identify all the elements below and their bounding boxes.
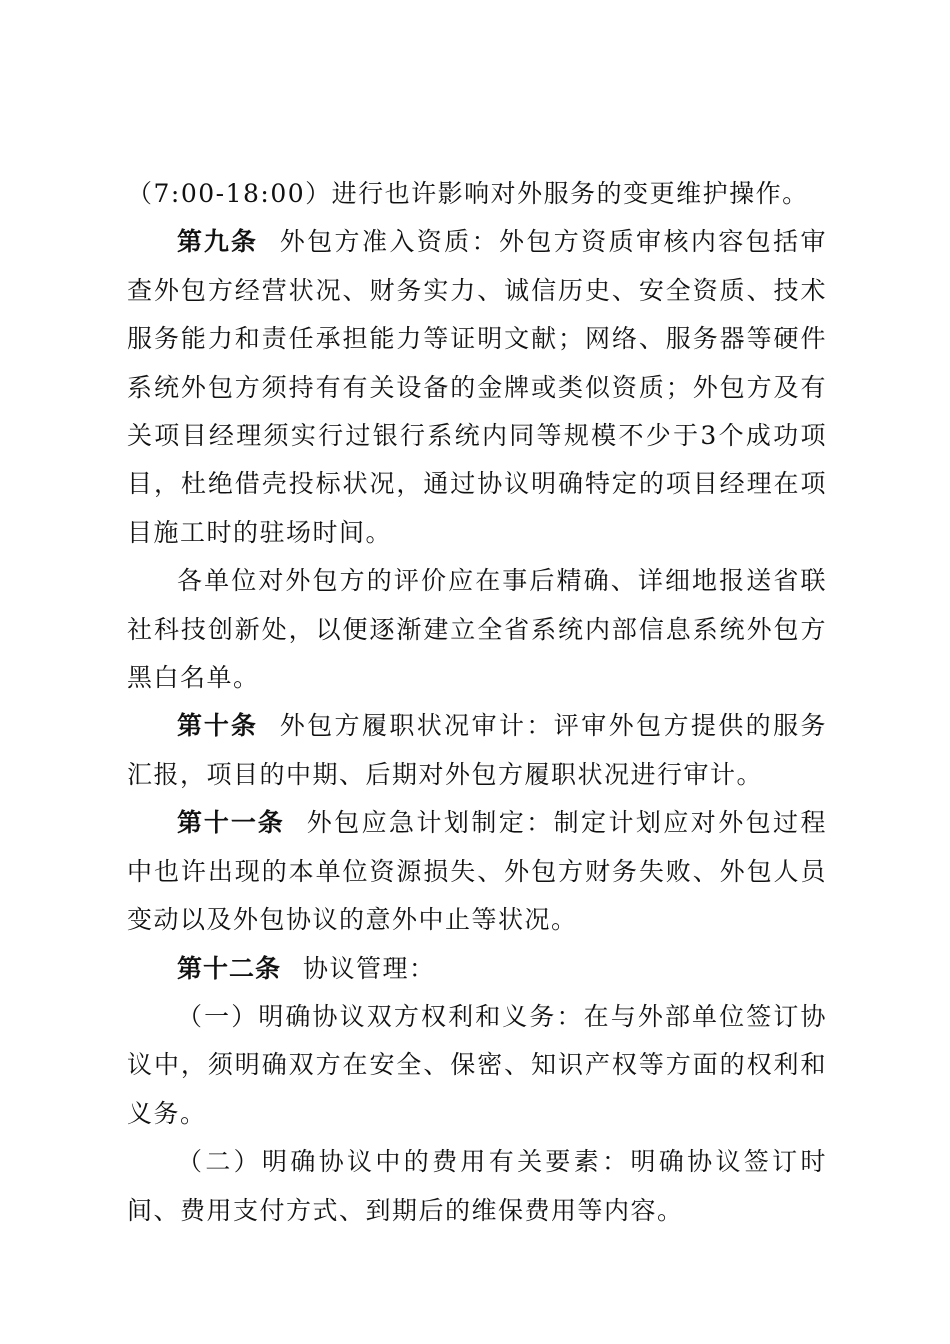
paragraph-text: （一）明确协议双方权利和义务：在与外部单位签订协议中，须明确双方在安全、保密、知识产权等方面的权利和义务。 <box>127 1001 827 1128</box>
paragraph-text: （二）明确协议中的费用有关要素：明确协议签订时间、费用支付方式、到期后的维保费用等内容。 <box>127 1147 827 1225</box>
clause-2 <box>127 1138 827 1235</box>
article-12 <box>127 945 827 993</box>
paragraph-text: （7:00-18:00）进行也许影响对外服务的变更维护操作。 <box>127 179 809 208</box>
paragraph-text: 外包方准入资质：外包方资质审核内容包括审查外包方经营状况、财务实力、诚信历史、安全资质、技术服务能力和责任承担能力等证明文献；网络、服务器等硬件系统外包方须持有有关设备的金牌或类似资质；外包方及有关项目经理须实行过银行系统内同等规模不少于3个成功项目，杜绝借壳投标状况，通过协议明确特定的项目经理在项目施工时的驻场时间。 <box>127 227 827 547</box>
paragraph-text: 各单位对外包方的评价应在事后精确、详细地报送省联社科技创新处，以便逐渐建立全省系统内部信息系统外包方黑白名单。 <box>127 566 827 693</box>
article-10 <box>127 702 827 799</box>
paragraph-continuation <box>127 170 827 218</box>
clause-1 <box>127 993 827 1138</box>
article-heading: 第十条 <box>177 711 258 741</box>
article-9 <box>127 218 827 557</box>
article-heading: 第十二条 <box>177 953 282 983</box>
article-11 <box>127 799 827 944</box>
document-body <box>127 170 827 1235</box>
paragraph-text: 协议管理： <box>303 953 436 983</box>
paragraph-text: 外包方履职状况审计：评审外包方提供的服务汇报，项目的中期、后期对外包方履职状况进行审计。 <box>127 711 827 789</box>
article-heading: 第十一条 <box>177 808 285 838</box>
article-heading: 第九条 <box>177 227 258 257</box>
paragraph-evaluation <box>127 557 827 702</box>
paragraph-text: 外包应急计划制定：制定计划应对外包过程中也许出现的本单位资源损失、外包方财务失败、外包人员变动以及外包协议的意外中止等状况。 <box>127 808 827 935</box>
